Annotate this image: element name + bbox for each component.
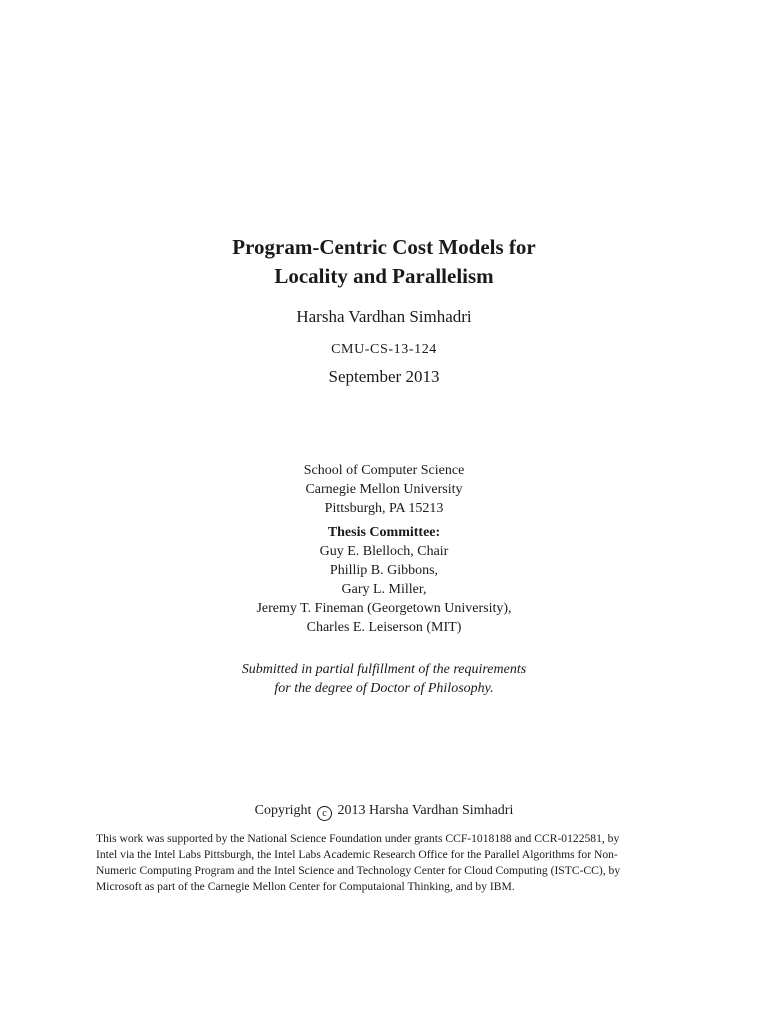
funding-line: Microsoft as part of the Carnegie Mellon Center for Computaional Thinking, and by IBM. [96,880,515,893]
committee-member: Charles E. Leiserson (MIT) [306,620,462,635]
report-id: CMU-CS-13-124 [331,342,437,357]
committee-member: Gary L. Miller, [341,582,427,597]
committee-member: Jeremy T. Fineman (Georgetown University), [256,601,512,616]
degree-statement-line-1: Submitted in partial fulfillment of the requirements [241,662,527,677]
copyright-icon: c [317,806,332,821]
copyright-prefix: Copyright [254,803,312,818]
title-line-2: Locality and Parallelism [274,264,494,288]
degree-statement-line-2: for the degree of Doctor of Philosophy. [274,681,494,696]
committee-heading: Thesis Committee: [327,525,441,540]
copyright-notice [0,801,768,821]
committee-member: Guy E. Blelloch, Chair [319,544,449,559]
copyright-text: 2013 Harsha Vardhan Simhadri [337,803,514,818]
author-name: Harsha Vardhan Simhadri [296,307,472,326]
university-location: Pittsburgh, PA 15213 [324,501,444,516]
affiliation-block [0,461,768,518]
funding-line: Numeric Computing Program and the Intel Science and Technology Center for Cloud Computing (ISTC-CC), by [96,864,621,877]
funding-line: This work was supported by the National Science Foundation under grants CCF-1018188 and CCR-0122581, by [96,832,620,845]
university-name: Carnegie Mellon University [305,482,463,497]
school-name: School of Computer Science [303,463,465,478]
committee-member: Phillip B. Gibbons, [329,563,439,578]
title-line-1: Program-Centric Cost Models for [232,235,536,259]
thesis-committee [0,523,768,637]
degree-statement [0,660,768,698]
thesis-title [0,233,768,291]
funding-acknowledgment [96,831,676,895]
funding-line: Intel via the Intel Labs Pittsburgh, the Intel Labs Academic Research Office for the Parallel Algorithms for Non- [96,848,618,861]
publication-date: September 2013 [328,367,440,386]
